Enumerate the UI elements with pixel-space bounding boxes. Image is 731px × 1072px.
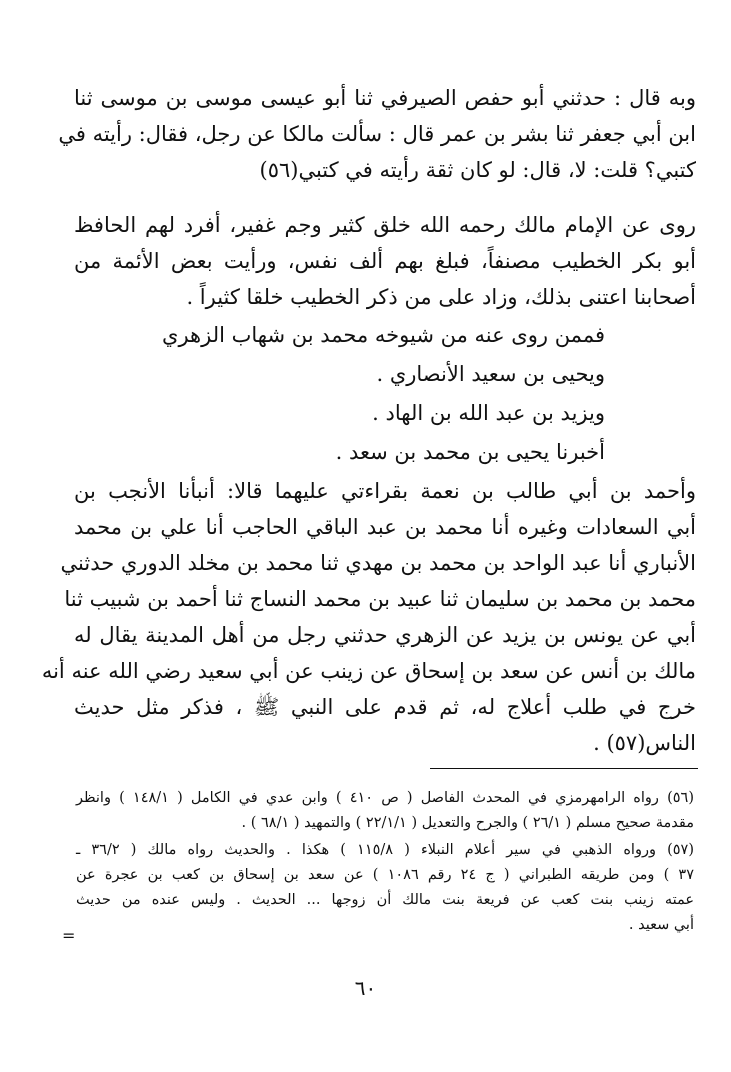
text-line: وبه قال : حدثني أبو حفص الصيرفي ثنا أبو عيسى موسى بن موسى ثنا xyxy=(74,86,696,110)
text-line: أصحابنا اعتنى بذلك، وزاد على من ذكر الخطيب خلقا كثيراً . xyxy=(186,285,696,309)
footnote-line: عمته زينب بنت كعب عن فريعة بنت مالك أن زوجها ... الحديث . وليس عنده من حديث xyxy=(76,892,694,908)
text-line: وأحمد بن أبي طالب بن نعمة بقراءتي عليهما قالا: أنبأنا الأنجب بن xyxy=(74,479,696,503)
text-line: مالك بن أنس عن سعد بن إسحاق عن زينب عن أبي سعيد رضي الله عنه أنه xyxy=(41,659,696,683)
list-item: ويزيد بن عبد الله بن الهاد . xyxy=(372,401,605,425)
text-line: ابن أبي جعفر ثنا بشر بن عمر قال : سألت مالكا عن رجل، فقال: رأيته في xyxy=(58,122,696,146)
text-line: أبي السعادات وغيره أنا محمد بن عبد الباقي الحاجب أنا علي بن محمد xyxy=(74,515,696,539)
text-line: الأنباري أنا عبد الواحد بن محمد بن مهدي ثنا محمد بن مخلد الدوري حدثني xyxy=(60,551,696,575)
footnote-continuation-mark: = xyxy=(62,926,76,945)
footnote-line: ٣٧ ) ومن طريقه الطبراني ( ج ٢٤ رقم ١٠٨٦ ) عن سعد بن إسحاق بن كعب بن عجرة عن xyxy=(76,867,694,883)
footnote-56 xyxy=(76,786,694,836)
paragraph-students xyxy=(74,207,696,315)
text-line: كتبي؟ قلت: لا، قال: لو كان ثقة رأيته في كتبي(٥٦) xyxy=(259,158,696,182)
text-line: روى عن الإمام مالك رحمه الله خلق كثير وجم غفير، أفرد لهم الحافظ xyxy=(74,213,696,237)
list-item: أخبرنا يحيى بن محمد بن سعد . xyxy=(335,440,605,464)
text-line: أبو بكر الخطيب مصنفاً، فبلغ بهم ألف نفس، ورأيت بعض الأئمة من xyxy=(74,249,696,273)
page-number: ٦٠ xyxy=(354,976,377,1000)
paragraph-narration xyxy=(58,80,696,188)
list-item: ويحيى بن سعيد الأنصاري . xyxy=(376,362,605,386)
list-of-shuyukh xyxy=(75,316,605,472)
text-line: أبي عن يونس بن يزيد عن الزهري حدثني رجل من أهل المدينة يقال له xyxy=(74,623,696,647)
footnote-line: أبي سعيد . xyxy=(628,917,694,933)
footnote-line: مقدمة صحيح مسلم ( ٢٦/١ ) والجرح والتعديل ( ٢٢/١/١ ) والتمهيد ( ٦٨/١ ) . xyxy=(241,815,694,831)
footnote-separator xyxy=(430,768,698,769)
text-line: الناس(٥٧) . xyxy=(593,731,696,755)
text-line: محمد بن محمد بن سليمان ثنا عبيد بن محمد النساج ثنا أحمد بن شبيب ثنا xyxy=(64,587,696,611)
footnote-line: (٥٧) ورواه الذهبي في سير أعلام النبلاء ( ١١٥/٨ ) هكذا . والحديث رواه مالك ( ٣٦/٢ ـ xyxy=(76,842,694,858)
text-line: خرج في طلب أعلاج له، ثم قدم على النبي ﷺ ، فذكر مثل حديث xyxy=(74,695,696,719)
list-item: فممن روى عنه من شيوخه محمد بن شهاب الزهري xyxy=(162,323,605,347)
paragraph-isnad xyxy=(41,473,696,761)
footnote-line: (٥٦) رواه الرامهرمزي في المحدث الفاصل ( ص ٤١٠ ) وابن عدي في الكامل ( ١٤٨/١ ) وانظر xyxy=(76,790,694,806)
footnote-57 xyxy=(76,838,694,938)
